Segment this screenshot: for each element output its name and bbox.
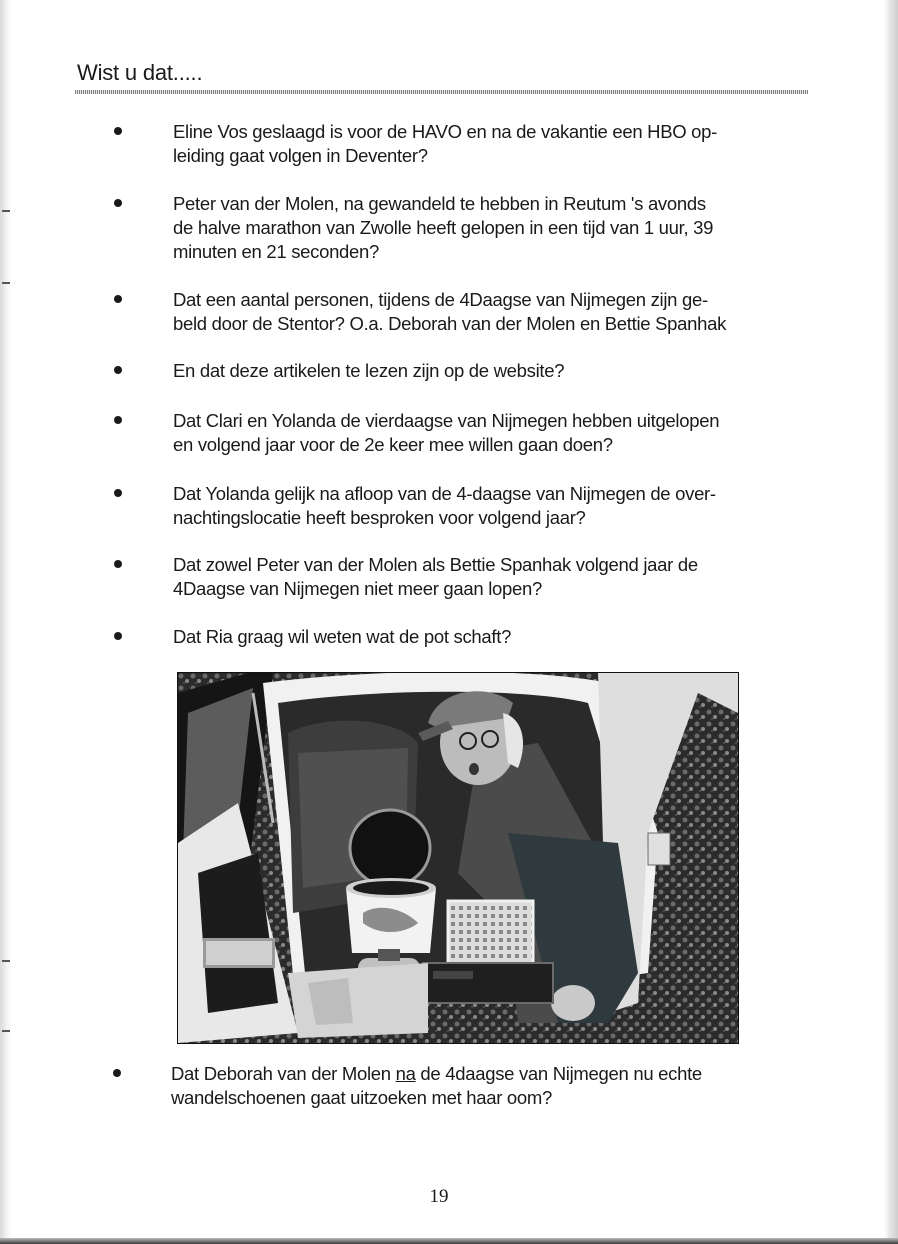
binding-hole: [2, 282, 10, 284]
fact-text: En dat deze artikelen te lezen zijn op de website?: [173, 360, 565, 381]
page-number: 19: [429, 1186, 449, 1207]
fact-text: Dat Ria graag wil weten wat de pot schaft?: [173, 626, 512, 647]
fact-text: Eline Vos geslaagd is voor de HAVO en na de vakantie een HBO op- leiding gaat volgen in Deventer?: [173, 121, 718, 166]
bullet-icon: [114, 127, 122, 135]
underlined-word: na: [395, 1063, 416, 1084]
bullet-icon: [114, 489, 122, 497]
bullet-icon: [114, 295, 122, 303]
title-divider: [75, 90, 808, 94]
fact-text: Dat zowel Peter van der Molen als Bettie Spanhak volgend jaar de 4Daagse van Nijmegen niet meer gaan lopen?: [173, 554, 698, 599]
bullet-icon: [114, 560, 122, 568]
page-binding-edge: [0, 0, 12, 1244]
page-right-edge: [884, 0, 898, 1244]
fact-text: [171, 1062, 807, 1110]
page-title: Wist u dat.....: [77, 60, 203, 85]
binding-hole: [2, 1030, 10, 1032]
bullet-icon: [114, 366, 122, 374]
binding-hole: [2, 960, 10, 962]
fact-text-part: Dat Deborah van der Molen: [171, 1063, 396, 1084]
fact-text: Dat Clari en Yolanda de vierdaagse van Nijmegen hebben uitgelopen en volgend jaar voor de 2e keer mee willen gaan doen?: [173, 410, 720, 455]
bullet-icon: [113, 1069, 121, 1077]
binding-hole: [2, 210, 10, 212]
fact-text: Dat een aantal personen, tijdens de 4Daagse van Nijmegen zijn ge- beld door de Stentor? O.a. Deborah van der Molen en Bettie Spanhak: [173, 289, 727, 334]
bullet-icon: [114, 199, 122, 207]
bullet-icon: [114, 416, 122, 424]
fact-text: Peter van der Molen, na gewandeld te hebben in Reutum 's avonds de halve marathon van Zwolle heeft gelopen in een tijd van 1 uur, 39 minuten en 21 seconden?: [173, 193, 714, 262]
fact-text: Dat Yolanda gelijk na afloop van de 4-daagse van Nijmegen de over- nachtingslocatie heeft besproken voor volgend jaar?: [173, 483, 716, 528]
bullet-icon: [114, 632, 122, 640]
fact-text-part: de 4daagse van Nijmegen nu echte wandelschoenen gaat uitzoeken met haar oom?: [171, 1063, 702, 1108]
page-bottom-edge: [0, 1238, 898, 1244]
photo-car-trunk-cooking: [177, 672, 739, 1044]
